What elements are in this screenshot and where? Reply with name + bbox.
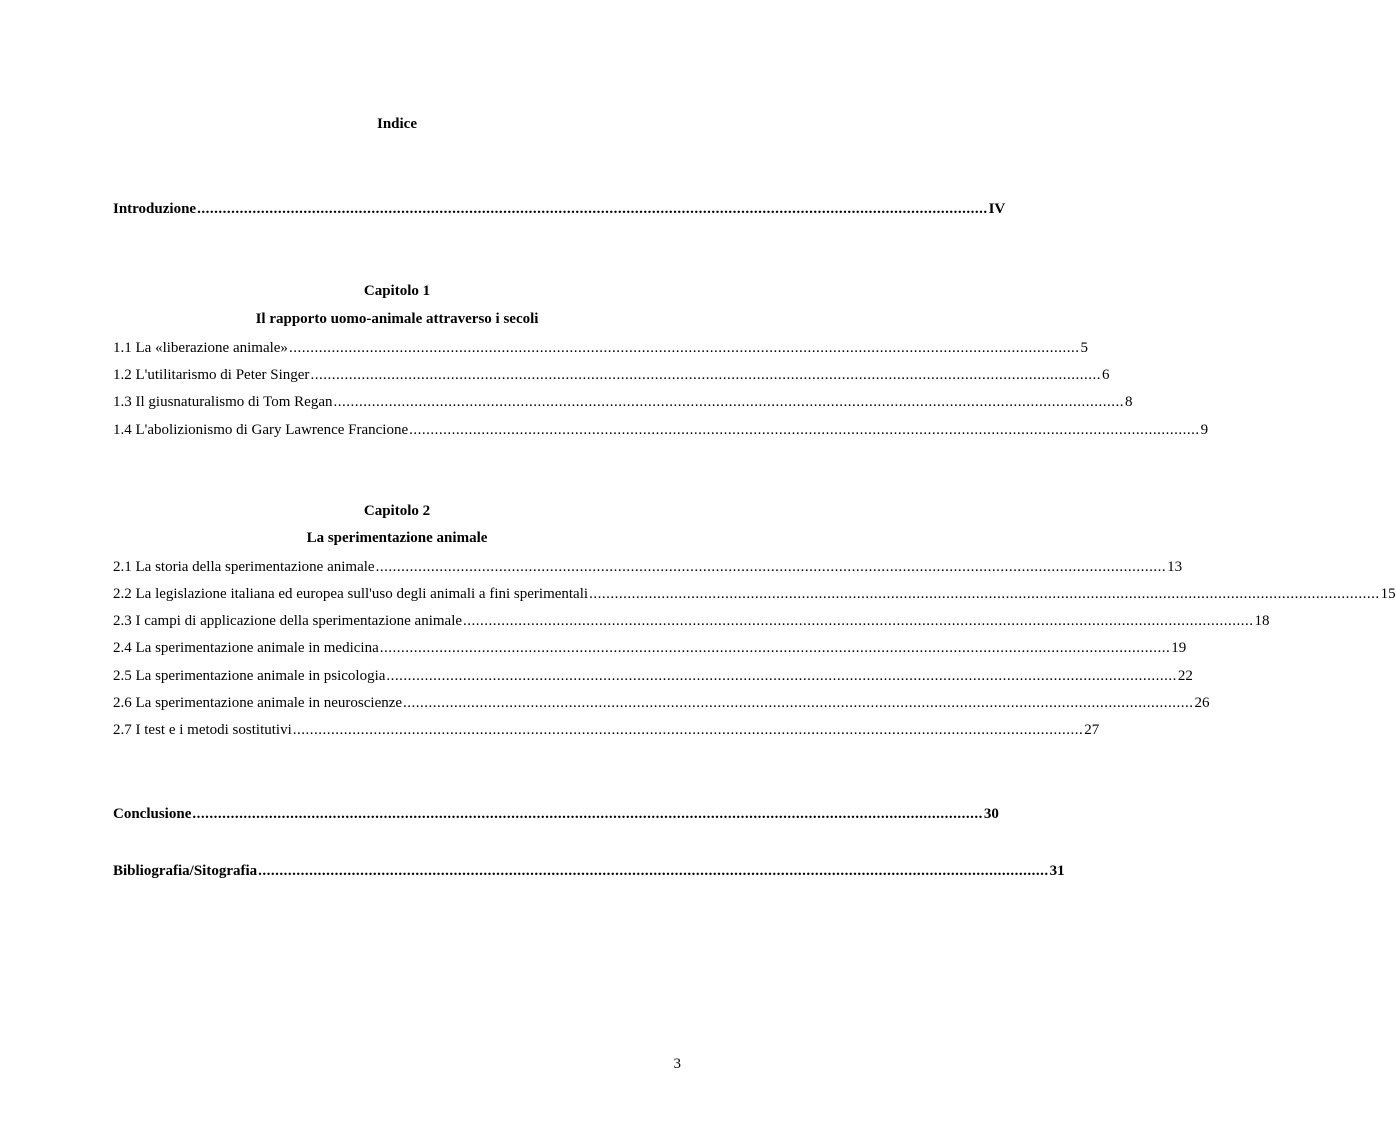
toc-entry[interactable] <box>113 557 1183 577</box>
dot-leader: .......................................................................................................................................................................................... <box>258 863 1049 879</box>
toc-page: 22 <box>1177 668 1193 684</box>
toc-label: Conclusione <box>113 806 192 822</box>
toc-page: IV <box>988 201 1006 217</box>
toc-entry[interactable] <box>113 638 1187 658</box>
chapter1-title: Il rapporto uomo-animale attraverso i secoli <box>255 311 539 327</box>
toc-label: 2.5 La sperimentazione animale in psicologia <box>113 668 386 684</box>
dot-leader: .......................................................................................................................................................................................... <box>463 613 1254 629</box>
dot-leader: .......................................................................................................................................................................................... <box>409 422 1200 438</box>
index-title: Indice <box>376 116 417 132</box>
chapter1-heading: Capitolo 1 <box>363 283 431 299</box>
toc-label: 2.4 La sperimentazione animale in medicina <box>113 640 379 656</box>
toc-entry[interactable] <box>113 338 1088 358</box>
toc-label: 2.6 La sperimentazione animale in neuroscienze <box>113 695 403 711</box>
toc-page: 5 <box>1080 340 1088 356</box>
dot-leader: .......................................................................................................................................................................................... <box>292 722 1084 738</box>
toc-label: 1.3 Il giusnaturalismo di Tom Regan <box>113 394 333 410</box>
toc-entry[interactable] <box>113 584 1396 604</box>
toc-page: 18 <box>1254 613 1270 629</box>
toc-label: 1.1 La «liberazione animale» <box>113 340 288 356</box>
toc-entry[interactable] <box>113 611 1270 631</box>
toc-entry[interactable] <box>113 693 1210 713</box>
toc-label: Bibliografia/Sitografia <box>113 863 258 879</box>
toc-page: 15 <box>1380 586 1396 602</box>
toc-page: 30 <box>983 806 999 822</box>
toc-entry-intro[interactable] <box>113 199 1006 219</box>
toc-label: Introduzione <box>113 201 197 217</box>
toc-page: 19 <box>1171 640 1187 656</box>
chapter2-heading: Capitolo 2 <box>363 503 431 519</box>
dot-leader: .......................................................................................................................................................................................... <box>375 559 1167 575</box>
toc-page: 9 <box>1200 422 1209 438</box>
toc-entry[interactable] <box>113 666 1193 686</box>
toc-page: 27 <box>1084 722 1100 738</box>
chapter2-title: La sperimentazione animale <box>306 530 488 546</box>
toc-entry-conclusion[interactable] <box>113 804 999 824</box>
toc-page: 6 <box>1101 367 1110 383</box>
toc-label: 2.7 I test e i metodi sostitutivi <box>113 722 292 738</box>
toc-entry[interactable] <box>113 365 1110 385</box>
toc-entry[interactable] <box>113 420 1209 440</box>
toc-page: 31 <box>1049 863 1065 879</box>
dot-leader: .......................................................................................................................................................................................... <box>386 668 1177 684</box>
dot-leader: .......................................................................................................................................................................................... <box>288 340 1080 356</box>
toc-entry[interactable] <box>113 720 1100 740</box>
dot-leader: .......................................................................................................................................................................................... <box>192 806 983 822</box>
toc-entry-bibliography[interactable] <box>113 861 1065 881</box>
dot-leader: .......................................................................................................................................................................................... <box>589 586 1380 602</box>
dot-leader: .......................................................................................................................................................................................... <box>197 201 988 217</box>
dot-leader: .......................................................................................................................................................................................... <box>379 640 1171 656</box>
toc-page: 13 <box>1167 559 1183 575</box>
toc-label: 2.3 I campi di applicazione della sperimentazione animale <box>113 613 463 629</box>
page-number: 3 <box>673 1056 681 1072</box>
toc-label: 1.4 L'abolizionismo di Gary Lawrence Francione <box>113 422 409 438</box>
toc-label: 1.2 L'utilitarismo di Peter Singer <box>113 367 310 383</box>
toc-entry[interactable] <box>113 392 1133 412</box>
toc-label: 2.1 La storia della sperimentazione animale <box>113 559 375 575</box>
toc-label: 2.2 La legislazione italiana ed europea sull'uso degli animali a fini sperimentali <box>113 586 589 602</box>
dot-leader: .......................................................................................................................................................................................... <box>333 394 1124 410</box>
toc-page: 8 <box>1125 394 1133 410</box>
dot-leader: .......................................................................................................................................................................................... <box>310 367 1101 383</box>
dot-leader: .......................................................................................................................................................................................... <box>403 695 1194 711</box>
toc-page: 26 <box>1194 695 1210 711</box>
